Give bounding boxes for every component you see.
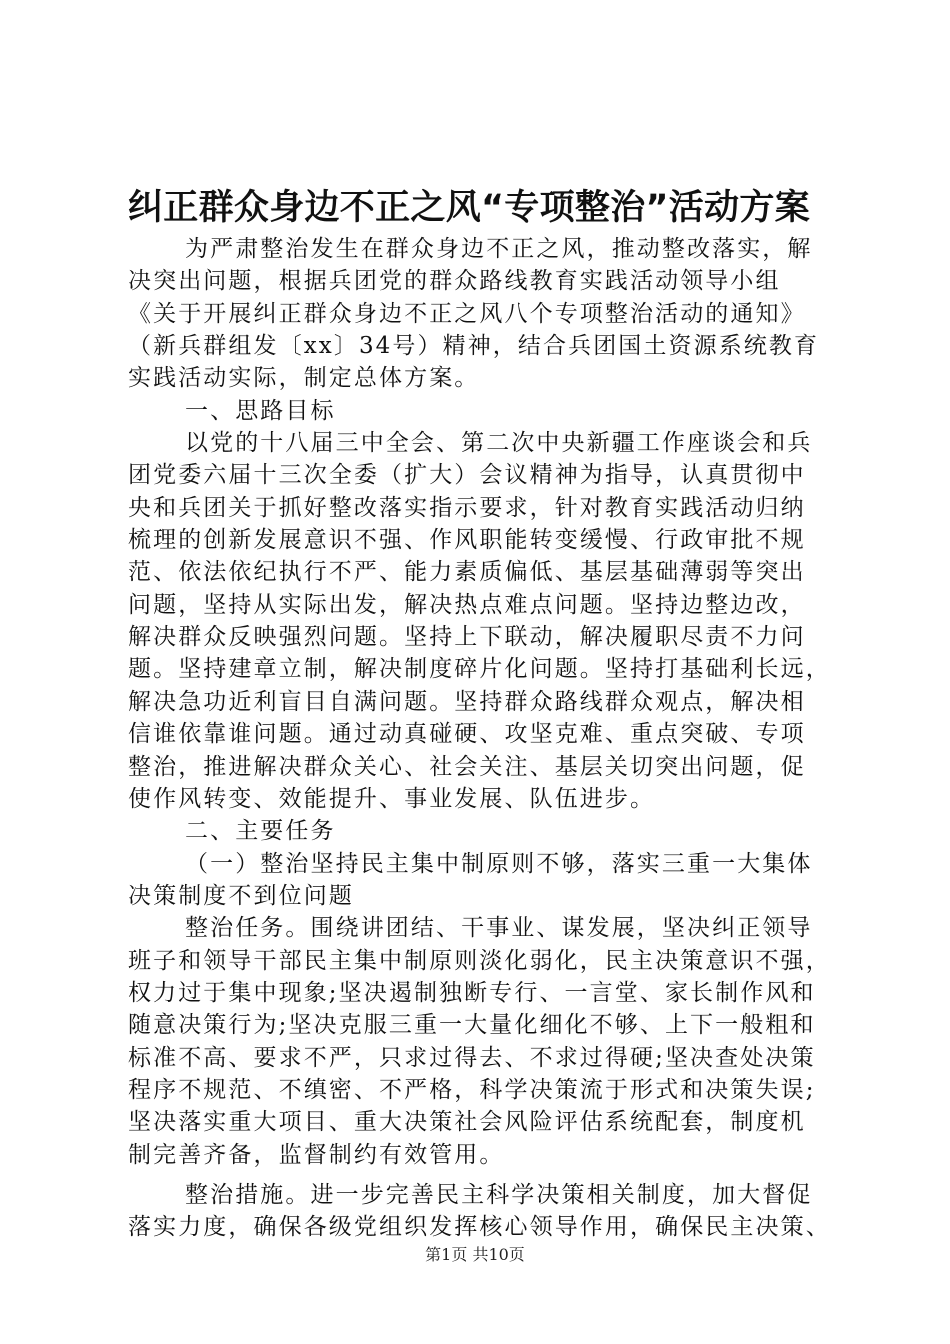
- text-line: 央和兵团关于抓好整改落实指示要求，针对教育实践活动归纳: [128, 494, 806, 521]
- text-line: 实践活动实际，制定总体方案。: [128, 365, 480, 392]
- text-line: 范、依法依纪执行不严、能力素质偏低、基层基础薄弱等突出: [128, 559, 806, 586]
- text-line: 以党的十八届三中全会、第二次中央新疆工作座谈会和兵: [185, 430, 813, 457]
- page-footer: 第1页 共10页: [425, 1245, 525, 1264]
- text-line: 决策制度不到位问题: [128, 882, 354, 909]
- text-line: 整治，推进解决群众关心、社会关注、基层关切突出问题，促: [128, 753, 806, 780]
- text-line: （一）整治坚持民主集中制原则不够，落实三重一大集体: [185, 850, 813, 877]
- paragraph-gap: [128, 1171, 834, 1179]
- text-line: 解决急功近利盲目自满问题。坚持群众路线群众观点，解决相: [128, 688, 806, 715]
- text-line: 班子和领导干部民主集中制原则淡化弱化，民主决策意识不强，: [128, 947, 831, 974]
- text-line: （新兵群组发〔xx〕34号）精神，结合兵团国土资源系统教育: [128, 333, 820, 360]
- text-line: 题。坚持建章立制，解决制度碎片化问题。坚持打基础利长远，: [128, 656, 831, 683]
- document-body: [128, 233, 834, 1244]
- text-line: 解决群众反映强烈问题。坚持上下联动，解决履职尽责不力问: [128, 624, 806, 651]
- text-line: 坚决落实重大项目、重大决策社会风险评估系统配套，制度机: [128, 1109, 806, 1136]
- text-line: 权力过于集中现象;坚决遏制独断专行、一言堂、家长制作风和: [128, 979, 816, 1006]
- text-line: 随意决策行为;坚决克服三重一大量化细化不够、上下一般粗和: [128, 1012, 816, 1039]
- text-line: 《关于开展纠正群众身边不正之风八个专项整治活动的通知》: [128, 300, 806, 327]
- document-title: 纠正群众身边不正之风“专项整治”活动方案: [128, 188, 811, 228]
- text-line: 使作风转变、效能提升、事业发展、队伍进步。: [128, 785, 656, 812]
- text-line: 一、思路目标: [185, 397, 336, 424]
- text-line: 制完善齐备，监督制约有效管用。: [128, 1141, 505, 1168]
- text-line: 团党委六届十三次全委（扩大）会议精神为指导，认真贯彻中: [128, 462, 806, 489]
- text-line: 程序不规范、不缜密、不严格，科学决策流于形式和决策失误;: [128, 1076, 816, 1103]
- text-line: 整治任务。围绕讲团结、干事业、谋发展，坚决纠正领导: [185, 915, 813, 942]
- text-line: 标准不高、要求不严，只求过得去、不求过得硬;坚决查处决策: [128, 1044, 816, 1071]
- text-line: 信谁依靠谁问题。通过动真碰硬、攻坚克难、重点突破、专项: [128, 721, 806, 748]
- text-line: 为严肃整治发生在群众身边不正之风，推动整改落实，解: [185, 236, 813, 262]
- text-line: 二、主要任务: [185, 818, 336, 845]
- text-line: 决突出问题，根据兵团党的群众路线教育实践活动领导小组: [128, 268, 781, 295]
- text-line: 落实力度，确保各级党组织发挥核心领导作用，确保民主决策、: [128, 1214, 831, 1241]
- text-line: 整治措施。进一步完善民主科学决策相关制度，加大督促: [185, 1181, 813, 1208]
- text-line: 问题，坚持从实际出发，解决热点难点问题。坚持边整边改，: [128, 591, 806, 618]
- text-line: 梳理的创新发展意识不强、作风职能转变缓慢、行政审批不规: [128, 527, 806, 554]
